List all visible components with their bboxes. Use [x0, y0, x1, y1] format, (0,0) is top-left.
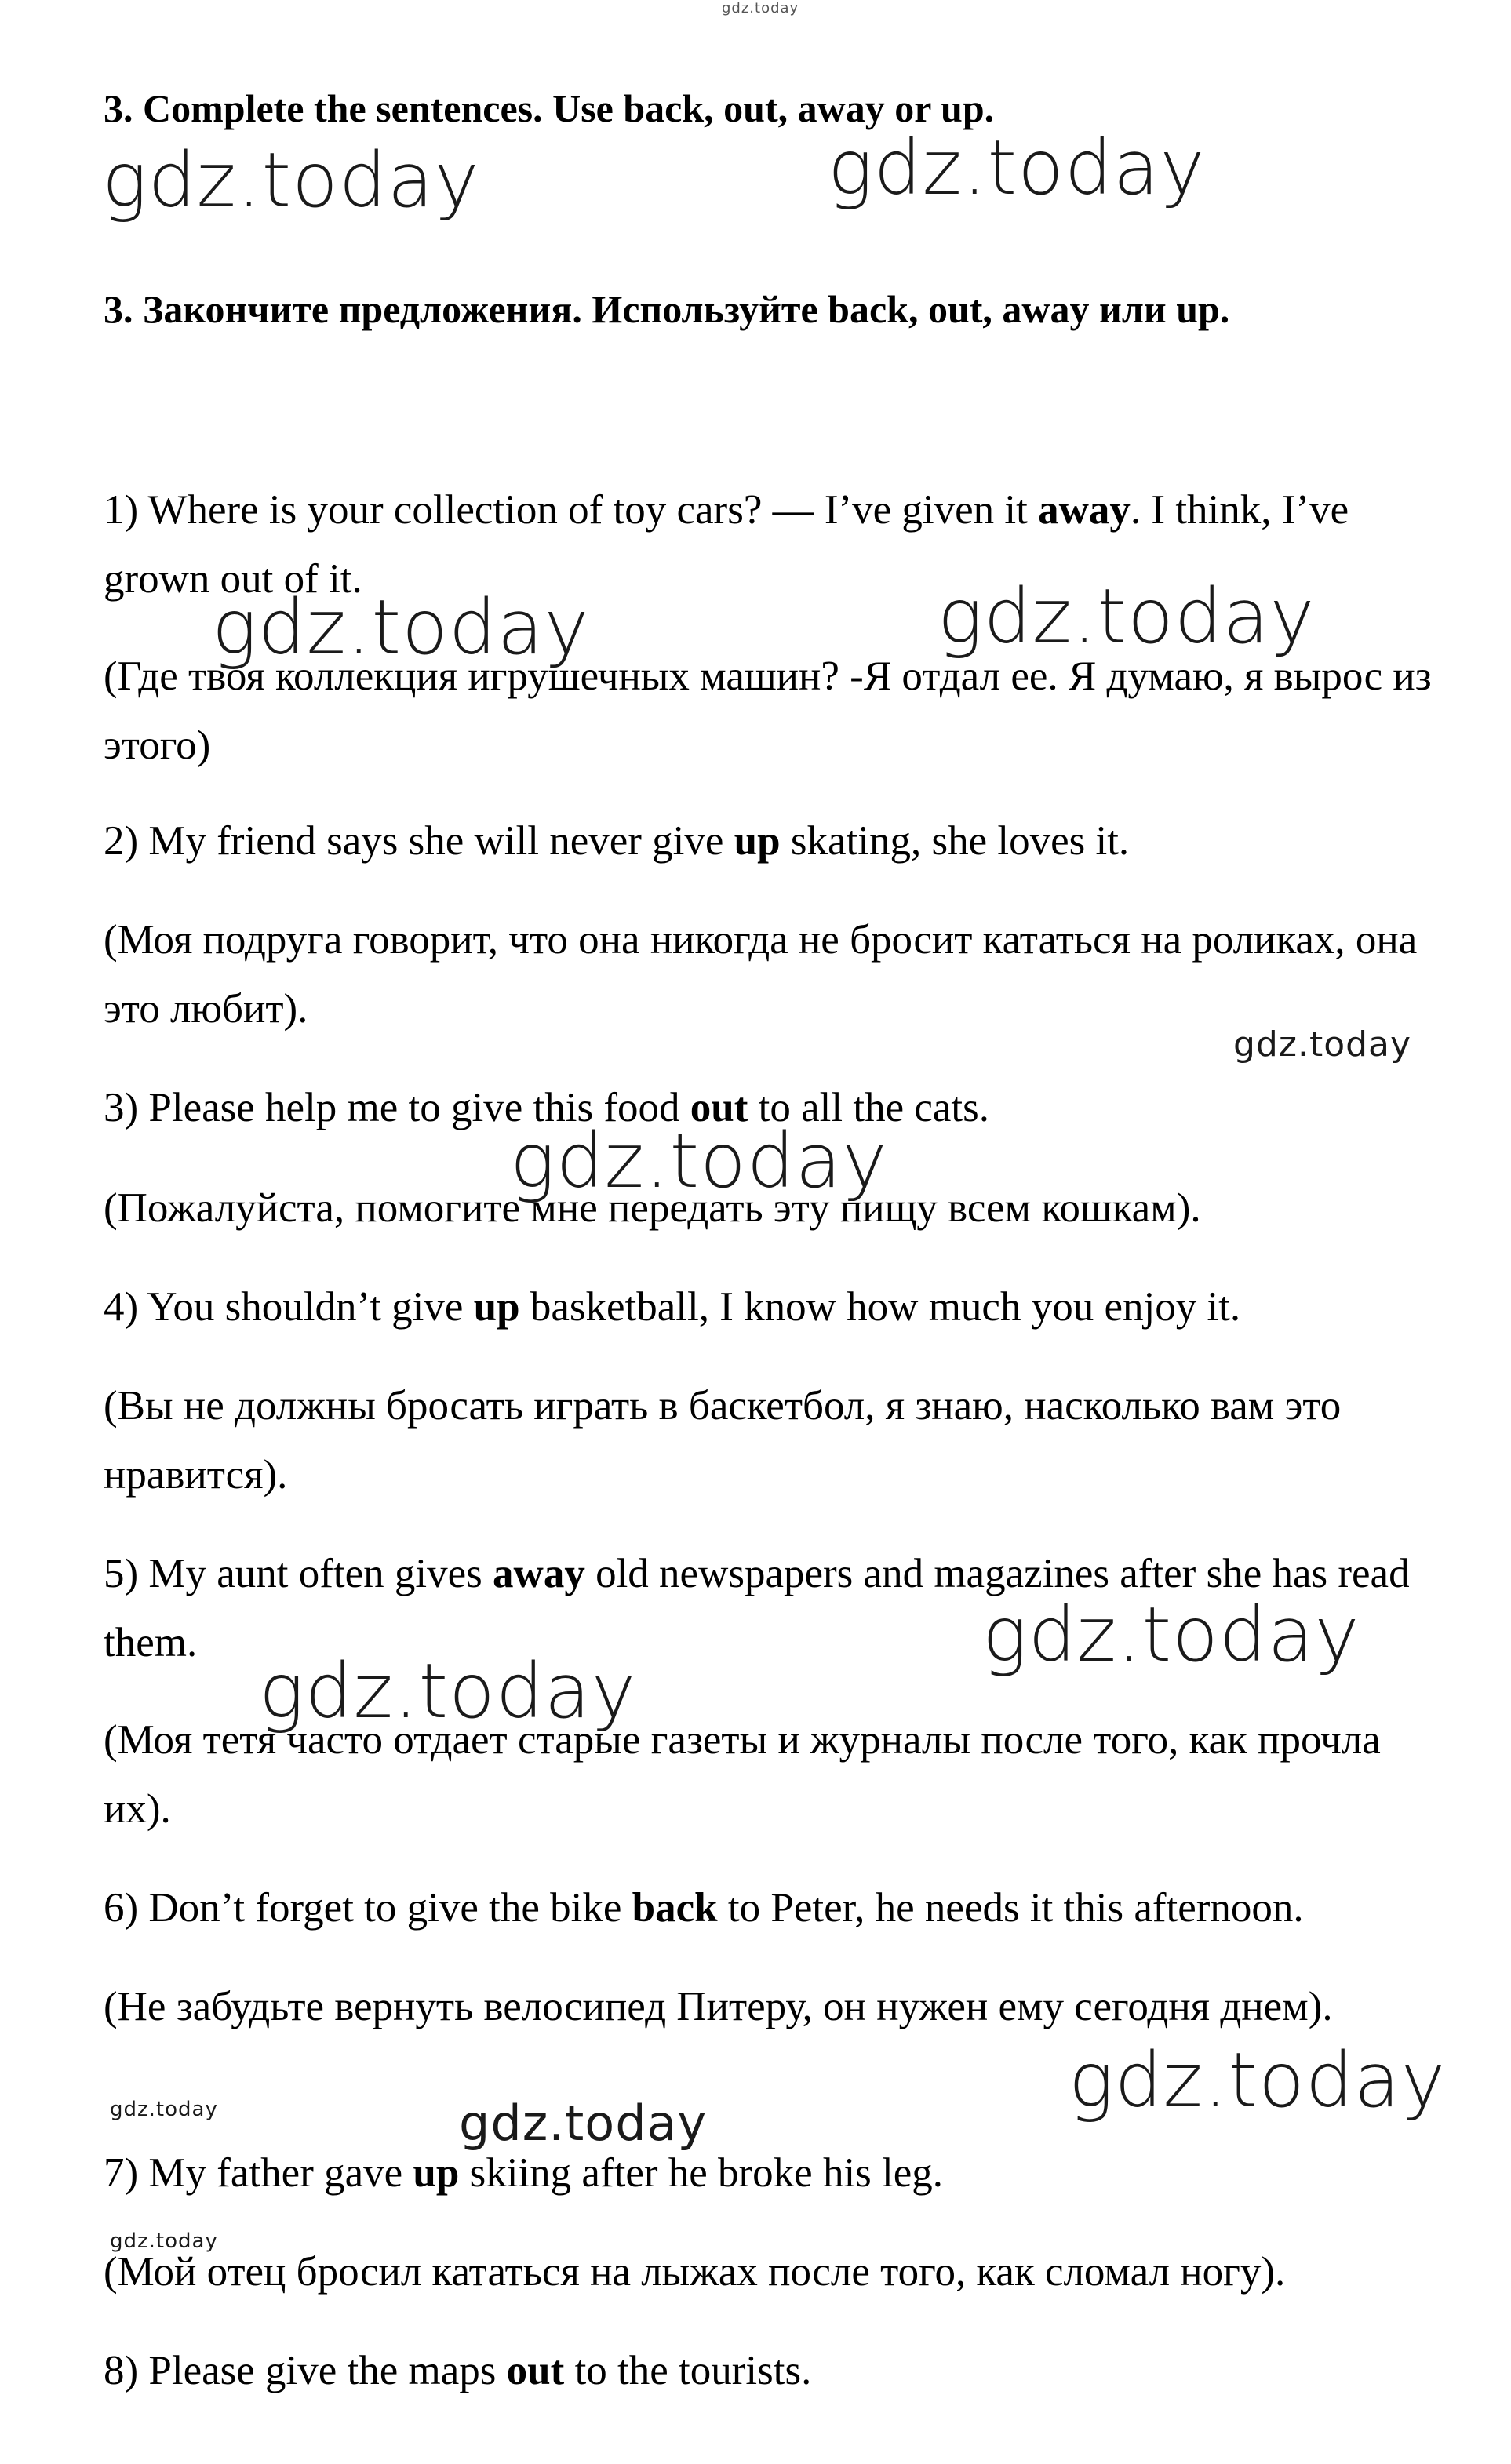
translation-ru-6: (Не забудьте вернуть велосипед Питеру, он нужен ему сегодня днем). [104, 1984, 1333, 2029]
sentence-en-7: 7) My father gave up skiing after he broke his leg. [104, 2150, 944, 2196]
watermark: gdz.today [938, 573, 1316, 661]
translation-ru-7: (Мой отец бросил кататься на лыжах после того, как сломал ногу). [104, 2249, 1286, 2295]
watermark: gdz.today [110, 2098, 218, 2121]
sentence-en-3: 3) Please help me to give this food out to all the cats. [104, 1085, 989, 1130]
sentence-en-8: 8) Please give the maps out to the tourists. [104, 2348, 812, 2393]
watermark: gdz.today [510, 1117, 888, 1205]
watermark: gdz.today [102, 136, 480, 224]
sentence-en-1: 1) Where is your collection of toy cars? — I’ve given it away. I think, I’ve grown out of it. [104, 487, 1349, 602]
watermark-top: gdz.today [722, 0, 799, 16]
sentence-en-4: 4) You shouldn’t give up basketball, I know how much you enjoy it. [104, 1284, 1241, 1330]
watermark: gdz.today [212, 584, 590, 672]
translation-ru-2: (Моя подруга говорит, что она никогда не бросит кататься на роликах, она это любит). [104, 917, 1418, 1032]
answer-word: up [473, 1284, 520, 1330]
translation-ru-1: (Где твоя коллекция игрушечных машин? -Я отдал ее. Я думаю, я вырос из этого) [104, 653, 1432, 768]
translation-ru-5: (Моя тетя часто отдает старые газеты и журналы после того, как прочла их). [104, 1717, 1381, 1832]
sentence-en-2: 2) My friend says she will never give up skating, she loves it. [104, 818, 1130, 864]
watermark: gdz.today [259, 1647, 637, 1735]
sentence-en-5: 5) My aunt often gives away old newspapers and magazines after she has read them. [104, 1551, 1410, 1665]
translation-ru-4: (Вы не должны бросать играть в баскетбол, я знаю, насколько вам это нравится). [104, 1383, 1342, 1498]
watermark: gdz.today [110, 2229, 218, 2253]
answer-word: up [413, 2150, 460, 2196]
task-title-en: 3. Complete the sentences. Use back, out, away or up. [104, 86, 995, 130]
answer-word: out [506, 2348, 565, 2393]
watermark: gdz.today [459, 2095, 708, 2152]
translation-ru-3: (Пожалуйста, помогите мне передать эту пищу всем кошкам). [104, 1185, 1201, 1231]
task-title-ru: 3. Закончите предложения. Используйте back, out, away или up. [104, 287, 1230, 331]
answer-word: back [632, 1885, 718, 1931]
answer-word: away [493, 1551, 585, 1596]
watermark: gdz.today [828, 124, 1206, 212]
watermark: gdz.today [1069, 2036, 1447, 2124]
watermark: gdz.today [982, 1591, 1360, 1679]
answer-word: up [734, 818, 781, 864]
sentence-en-6: 6) Don’t forget to give the bike back to Peter, he needs it this afternoon. [104, 1885, 1304, 1931]
answer-word: out [690, 1085, 748, 1130]
answer-word: away [1038, 487, 1131, 533]
watermark: gdz.today [1233, 1025, 1412, 1065]
